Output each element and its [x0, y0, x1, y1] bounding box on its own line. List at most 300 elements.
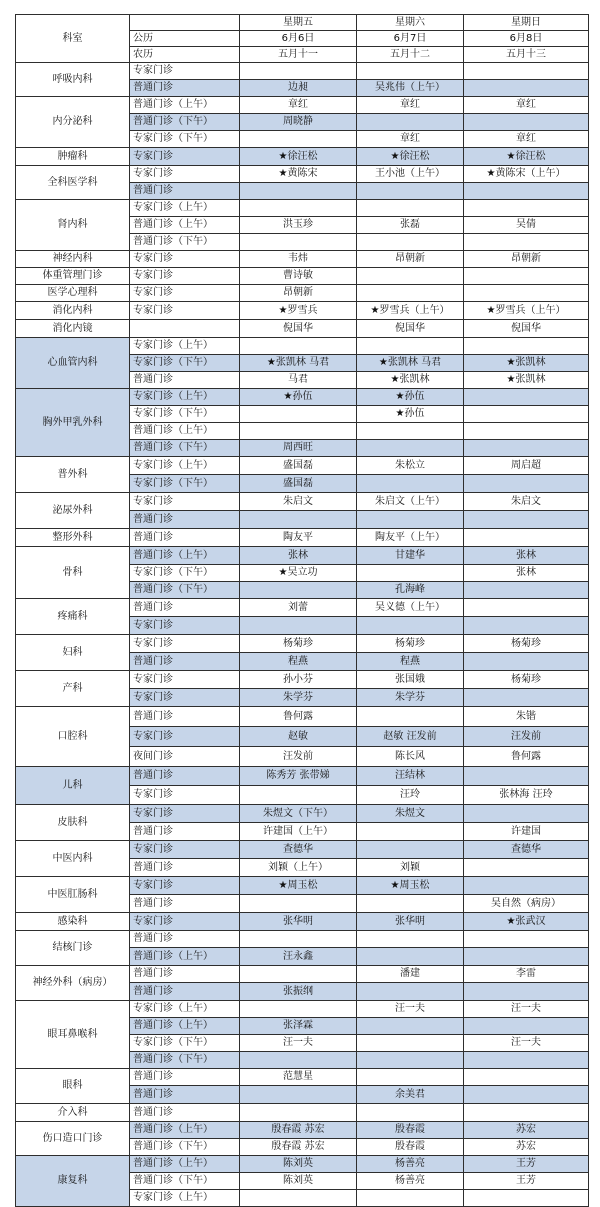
doctor-cell-sat — [357, 200, 464, 217]
clinic-type: 普通门诊 — [130, 599, 240, 617]
doctor-cell-sun: 朱锴 — [464, 707, 589, 727]
schedule-table — [15, 14, 589, 1207]
department-name: 泌尿外科 — [16, 493, 130, 529]
doctor-cell-sun — [464, 63, 589, 80]
clinic-type: 普通门诊 — [130, 183, 240, 200]
doctor-cell-sun — [464, 268, 589, 285]
doctor-cell-fri: ★罗雪兵 — [240, 302, 357, 320]
doctor-cell-sun: 昂朝新 — [464, 251, 589, 268]
doctor-cell-sun — [464, 1190, 589, 1207]
solar-date-sat: 6月7日 — [357, 31, 464, 47]
clinic-type: 专家门诊（上午） — [130, 1001, 240, 1018]
department-name: 骨科 — [16, 547, 130, 599]
lunar-label: 农历 — [130, 47, 240, 63]
doctor-cell-sat — [357, 1018, 464, 1035]
clinic-type: 夜间门诊 — [130, 747, 240, 767]
doctor-cell-sat — [357, 1104, 464, 1122]
doctor-cell-sun — [464, 200, 589, 217]
schedule-row — [16, 320, 589, 338]
schedule-row — [16, 841, 589, 859]
clinic-type: 普通门诊（上午） — [130, 948, 240, 966]
schedule-row — [16, 268, 589, 285]
clinic-type: 普通门诊（上午） — [130, 1122, 240, 1139]
clinic-type: 专家门诊（上午） — [130, 457, 240, 475]
schedule-row — [16, 767, 589, 786]
doctor-cell-sun — [464, 475, 589, 493]
department-name: 感染科 — [16, 913, 130, 931]
doctor-cell-fri — [240, 1001, 357, 1018]
clinic-type: 普通门诊（下午） — [130, 1139, 240, 1156]
schedule-row — [16, 493, 589, 511]
doctor-cell-fri — [240, 200, 357, 217]
doctor-cell-sun — [464, 859, 589, 877]
schedule-row — [16, 302, 589, 320]
doctor-cell-fri: 鲁何露 — [240, 707, 357, 727]
department-name: 疼痛科 — [16, 599, 130, 635]
doctor-cell-sun: 章红 — [464, 97, 589, 114]
doctor-cell-fri: 杨菊珍 — [240, 635, 357, 653]
doctor-cell-fri — [240, 423, 357, 440]
schedule-row — [16, 63, 589, 80]
doctor-cell-sun: 张林海 汪玲 — [464, 786, 589, 805]
doctor-cell-fri: 盛国磊 — [240, 457, 357, 475]
department-name: 整形外科 — [16, 529, 130, 547]
doctor-cell-sun: ★罗雪兵（上午） — [464, 302, 589, 320]
doctor-cell-fri: ★吴立功 — [240, 565, 357, 582]
doctor-cell-sun — [464, 1052, 589, 1069]
clinic-type: 普通门诊 — [130, 511, 240, 529]
doctor-cell-sat: 张磊 — [357, 217, 464, 234]
doctor-cell-sat — [357, 285, 464, 302]
doctor-cell-sat: ★张凯林 — [357, 372, 464, 389]
doctor-cell-fri — [240, 1190, 357, 1207]
doctor-cell-sun — [464, 406, 589, 423]
clinic-type: 专家门诊（下午） — [130, 131, 240, 148]
lunar-date-sun: 五月十三 — [464, 47, 589, 63]
doctor-cell-fri: 曹诗敏 — [240, 268, 357, 285]
doctor-cell-sun: ★黄陈宋（上午） — [464, 166, 589, 183]
clinic-type: 普通门诊（上午） — [130, 547, 240, 565]
schedule-body — [16, 15, 589, 1207]
clinic-type: 普通门诊 — [130, 1086, 240, 1104]
doctor-cell-sat: 殷春霞 — [357, 1122, 464, 1139]
department-name: 心血管内科 — [16, 338, 130, 389]
doctor-cell-sat — [357, 617, 464, 635]
doctor-cell-sat: 汪玲 — [357, 786, 464, 805]
doctor-cell-sat: ★孙伍 — [357, 406, 464, 423]
doctor-cell-sun — [464, 389, 589, 406]
doctor-cell-sat: 汪一夫 — [357, 1001, 464, 1018]
doctor-cell-sat — [357, 841, 464, 859]
doctor-cell-sat — [357, 423, 464, 440]
doctor-cell-fri: 陈刘英 — [240, 1156, 357, 1173]
doctor-cell-sun: 鲁何露 — [464, 747, 589, 767]
doctor-cell-fri: ★周玉松 — [240, 877, 357, 895]
clinic-type: 普通门诊 — [130, 80, 240, 97]
clinic-type — [130, 320, 240, 338]
doctor-cell-sun: 章红 — [464, 131, 589, 148]
doctor-cell-sat: 昂朝新 — [357, 251, 464, 268]
clinic-type: 专家门诊（下午） — [130, 475, 240, 493]
doctor-cell-fri — [240, 1086, 357, 1104]
department-name: 口腔科 — [16, 707, 130, 767]
schedule-row — [16, 251, 589, 268]
header-row-weekday — [16, 15, 589, 31]
doctor-cell-sat: 程燕 — [357, 653, 464, 671]
doctor-cell-sat: 朱松立 — [357, 457, 464, 475]
doctor-cell-sun — [464, 617, 589, 635]
doctor-cell-fri: 张泽霖 — [240, 1018, 357, 1035]
department-name: 神经外科（病房） — [16, 966, 130, 1001]
doctor-cell-sat — [357, 440, 464, 457]
doctor-cell-sat: 吴义德（上午） — [357, 599, 464, 617]
clinic-type: 普通门诊 — [130, 895, 240, 913]
doctor-cell-fri: 倪国华 — [240, 320, 357, 338]
clinic-type: 专家门诊 — [130, 166, 240, 183]
doctor-cell-sun: 汪发前 — [464, 727, 589, 747]
clinic-type: 普通门诊（上午） — [130, 97, 240, 114]
doctor-cell-sat — [357, 114, 464, 131]
department-name: 消化内科 — [16, 302, 130, 320]
department-name: 胸外甲乳外科 — [16, 389, 130, 457]
doctor-cell-fri: 章红 — [240, 97, 357, 114]
doctor-cell-sat — [357, 511, 464, 529]
doctor-cell-fri: ★张凯林 马君 — [240, 355, 357, 372]
doctor-cell-sun — [464, 767, 589, 786]
doctor-cell-fri — [240, 1052, 357, 1069]
clinic-type: 普通门诊（上午） — [130, 1018, 240, 1035]
doctor-cell-sun: 杨菊珍 — [464, 671, 589, 689]
doctor-cell-fri: 汪发前 — [240, 747, 357, 767]
doctor-cell-sun: 杨菊珍 — [464, 635, 589, 653]
doctor-cell-fri: 洪玉珍 — [240, 217, 357, 234]
clinic-type: 普通门诊（上午） — [130, 423, 240, 440]
schedule-row — [16, 877, 589, 895]
doctor-cell-sun: 张林 — [464, 565, 589, 582]
doctor-cell-fri — [240, 966, 357, 983]
doctor-cell-sun: 李雷 — [464, 966, 589, 983]
doctor-cell-sun — [464, 931, 589, 948]
clinic-type: 普通门诊 — [130, 767, 240, 786]
doctor-cell-fri: 张林 — [240, 547, 357, 565]
doctor-cell-sun — [464, 1086, 589, 1104]
schedule-row — [16, 635, 589, 653]
clinic-type: 专家门诊 — [130, 671, 240, 689]
clinic-type: 普通门诊（下午） — [130, 1173, 240, 1190]
department-name: 消化内镜 — [16, 320, 130, 338]
schedule-row — [16, 547, 589, 565]
doctor-cell-fri: 韦炜 — [240, 251, 357, 268]
department-name: 内分泌科 — [16, 97, 130, 148]
doctor-cell-sat — [357, 234, 464, 251]
doctor-cell-sun: 苏宏 — [464, 1139, 589, 1156]
doctor-cell-sun: 汪一夫 — [464, 1035, 589, 1052]
doctor-cell-sun: 张林 — [464, 547, 589, 565]
clinic-type: 普通门诊 — [130, 529, 240, 547]
doctor-cell-sat: 杨善亮 — [357, 1156, 464, 1173]
dept-column-header: 科室 — [16, 15, 130, 63]
department-name: 中医内科 — [16, 841, 130, 877]
doctor-cell-fri: 周晓静 — [240, 114, 357, 131]
department-name: 体重管理门诊 — [16, 268, 130, 285]
schedule-row — [16, 707, 589, 727]
schedule-row — [16, 457, 589, 475]
clinic-type: 专家门诊（上午） — [130, 389, 240, 406]
doctor-cell-sun: 倪国华 — [464, 320, 589, 338]
doctor-cell-sat — [357, 1069, 464, 1086]
doctor-cell-fri — [240, 786, 357, 805]
department-name: 眼科 — [16, 1069, 130, 1104]
schedule-row — [16, 913, 589, 931]
doctor-cell-fri: ★徐汪松 — [240, 148, 357, 166]
doctor-cell-sat — [357, 63, 464, 80]
doctor-cell-sat — [357, 183, 464, 200]
clinic-type: 专家门诊 — [130, 805, 240, 823]
doctor-cell-sun — [464, 529, 589, 547]
department-name: 儿科 — [16, 767, 130, 805]
clinic-type: 普通门诊（下午） — [130, 440, 240, 457]
doctor-cell-fri — [240, 131, 357, 148]
doctor-cell-sat: 孔海峰 — [357, 582, 464, 599]
doctor-cell-sun: 苏宏 — [464, 1122, 589, 1139]
doctor-cell-sat — [357, 983, 464, 1001]
doctor-cell-fri: 陶友平 — [240, 529, 357, 547]
schedule-row — [16, 1001, 589, 1018]
clinic-type: 普通门诊 — [130, 931, 240, 948]
weekday-sat: 星期六 — [357, 15, 464, 31]
clinic-type: 普通门诊 — [130, 707, 240, 727]
doctor-cell-sun — [464, 511, 589, 529]
doctor-cell-sun: 吴自然（病房） — [464, 895, 589, 913]
doctor-cell-sat — [357, 823, 464, 841]
schedule-row — [16, 1122, 589, 1139]
doctor-cell-fri: ★孙伍 — [240, 389, 357, 406]
doctor-cell-sun — [464, 440, 589, 457]
doctor-cell-sat — [357, 931, 464, 948]
doctor-cell-sun: 查德华 — [464, 841, 589, 859]
clinic-type: 普通门诊（下午） — [130, 582, 240, 599]
department-name: 妇科 — [16, 635, 130, 671]
doctor-cell-sat — [357, 338, 464, 355]
doctor-cell-sun — [464, 80, 589, 97]
clinic-type: 专家门诊（上午） — [130, 338, 240, 355]
doctor-cell-fri: 赵敏 — [240, 727, 357, 747]
doctor-cell-sun — [464, 948, 589, 966]
doctor-cell-sat — [357, 895, 464, 913]
doctor-cell-fri: 张华明 — [240, 913, 357, 931]
lunar-date-sat: 五月十二 — [357, 47, 464, 63]
schedule-row — [16, 1069, 589, 1086]
doctor-cell-sun: 汪一夫 — [464, 1001, 589, 1018]
doctor-cell-fri: 范慧星 — [240, 1069, 357, 1086]
clinic-type: 普通门诊（下午） — [130, 234, 240, 251]
schedule-row — [16, 529, 589, 547]
doctor-cell-sat: 甘建华 — [357, 547, 464, 565]
doctor-cell-sat: 王小池（上午） — [357, 166, 464, 183]
schedule-row — [16, 599, 589, 617]
doctor-cell-sun — [464, 234, 589, 251]
doctor-cell-sat: ★张凯林 马君 — [357, 355, 464, 372]
doctor-cell-sat — [357, 1052, 464, 1069]
doctor-cell-sat: 杨菊珍 — [357, 635, 464, 653]
doctor-cell-fri — [240, 931, 357, 948]
department-name: 中医肛肠科 — [16, 877, 130, 913]
clinic-type: 普通门诊（上午） — [130, 217, 240, 234]
clinic-type: 普通门诊 — [130, 1104, 240, 1122]
doctor-cell-fri: 盛国磊 — [240, 475, 357, 493]
doctor-cell-sun: ★张凯林 — [464, 372, 589, 389]
clinic-type: 普通门诊 — [130, 653, 240, 671]
doctor-cell-sat: 朱启文（上午） — [357, 493, 464, 511]
clinic-type: 专家门诊 — [130, 913, 240, 931]
department-name: 肾内科 — [16, 200, 130, 251]
doctor-cell-fri: 程燕 — [240, 653, 357, 671]
clinic-type: 专家门诊 — [130, 635, 240, 653]
doctor-cell-fri: 刘蕾 — [240, 599, 357, 617]
doctor-cell-fri — [240, 1104, 357, 1122]
clinic-type: 专家门诊 — [130, 63, 240, 80]
schedule-row — [16, 148, 589, 166]
schedule-row — [16, 805, 589, 823]
clinic-type: 专家门诊（上午） — [130, 1190, 240, 1207]
header-blank — [130, 15, 240, 31]
doctor-cell-sun — [464, 582, 589, 599]
clinic-type: 普通门诊 — [130, 983, 240, 1001]
weekday-fri: 星期五 — [240, 15, 357, 31]
clinic-type: 专家门诊 — [130, 727, 240, 747]
department-name: 伤口造口门诊 — [16, 1122, 130, 1156]
department-name: 肿瘤科 — [16, 148, 130, 166]
doctor-cell-sun — [464, 689, 589, 707]
doctor-cell-sun — [464, 877, 589, 895]
doctor-cell-fri: 殷春霞 苏宏 — [240, 1139, 357, 1156]
doctor-cell-sun — [464, 653, 589, 671]
clinic-type: 专家门诊（下午） — [130, 406, 240, 423]
clinic-type: 专家门诊（下午） — [130, 565, 240, 582]
schedule-row — [16, 338, 589, 355]
doctor-cell-sat: 吴兆伟（上午） — [357, 80, 464, 97]
doctor-cell-sat: 陶友平（上午） — [357, 529, 464, 547]
schedule-row — [16, 1156, 589, 1173]
doctor-cell-sun: ★徐汪松 — [464, 148, 589, 166]
clinic-type: 专家门诊 — [130, 493, 240, 511]
doctor-cell-sat — [357, 948, 464, 966]
doctor-cell-sun — [464, 1104, 589, 1122]
doctor-cell-sat: ★罗雪兵（上午） — [357, 302, 464, 320]
doctor-cell-fri — [240, 582, 357, 599]
clinic-type: 专家门诊 — [130, 786, 240, 805]
doctor-cell-sat: 陈长风 — [357, 747, 464, 767]
schedule-row — [16, 1104, 589, 1122]
doctor-cell-sat: 张华明 — [357, 913, 464, 931]
department-name: 普外科 — [16, 457, 130, 493]
doctor-cell-fri: 陈刘英 — [240, 1173, 357, 1190]
schedule-row — [16, 200, 589, 217]
doctor-cell-sun: 王芳 — [464, 1156, 589, 1173]
doctor-cell-sat — [357, 1035, 464, 1052]
doctor-cell-sun: 许建国 — [464, 823, 589, 841]
department-name: 医学心理科 — [16, 285, 130, 302]
clinic-type: 专家门诊 — [130, 148, 240, 166]
clinic-type: 专家门诊 — [130, 877, 240, 895]
clinic-type: 普通门诊 — [130, 372, 240, 389]
clinic-type: 普通门诊 — [130, 966, 240, 983]
clinic-type: 专家门诊 — [130, 285, 240, 302]
doctor-cell-fri: 殷春霞 苏宏 — [240, 1122, 357, 1139]
department-name: 结核门诊 — [16, 931, 130, 966]
clinic-type: 专家门诊（下午） — [130, 355, 240, 372]
department-name: 眼耳鼻喉科 — [16, 1001, 130, 1069]
clinic-type: 专家门诊 — [130, 251, 240, 268]
doctor-cell-fri: 周西旺 — [240, 440, 357, 457]
schedule-row — [16, 966, 589, 983]
doctor-cell-sat: 朱煜文 — [357, 805, 464, 823]
clinic-type: 专家门诊 — [130, 302, 240, 320]
doctor-cell-fri: 汪一夫 — [240, 1035, 357, 1052]
solar-date-sun: 6月8日 — [464, 31, 589, 47]
clinic-type: 普通门诊（下午） — [130, 114, 240, 131]
doctor-cell-sat — [357, 565, 464, 582]
schedule-row — [16, 389, 589, 406]
clinic-type: 普通门诊（下午） — [130, 1052, 240, 1069]
department-name: 呼吸内科 — [16, 63, 130, 97]
schedule-row — [16, 671, 589, 689]
doctor-cell-sat — [357, 1190, 464, 1207]
doctor-cell-sat: 倪国华 — [357, 320, 464, 338]
doctor-cell-fri: 马君 — [240, 372, 357, 389]
doctor-cell-fri — [240, 895, 357, 913]
clinic-type: 普通门诊 — [130, 1069, 240, 1086]
clinic-type: 专家门诊 — [130, 689, 240, 707]
doctor-cell-fri: ★黄陈宋 — [240, 166, 357, 183]
clinic-type: 专家门诊（下午） — [130, 1035, 240, 1052]
clinic-type: 普通门诊 — [130, 859, 240, 877]
doctor-cell-fri: 陈秀芳 张带娣 — [240, 767, 357, 786]
department-name: 全科医学科 — [16, 166, 130, 200]
doctor-cell-sun: ★张武汉 — [464, 913, 589, 931]
doctor-cell-sun — [464, 114, 589, 131]
doctor-cell-fri: 昂朝新 — [240, 285, 357, 302]
clinic-type: 专家门诊 — [130, 268, 240, 285]
doctor-cell-fri — [240, 234, 357, 251]
solar-label: 公历 — [130, 31, 240, 47]
doctor-cell-fri: 许建国（上午） — [240, 823, 357, 841]
doctor-cell-fri: 边昶 — [240, 80, 357, 97]
department-name: 神经内科 — [16, 251, 130, 268]
doctor-cell-fri — [240, 511, 357, 529]
doctor-cell-sat: 潘建 — [357, 966, 464, 983]
doctor-cell-fri: 朱学芬 — [240, 689, 357, 707]
doctor-cell-fri: 查德华 — [240, 841, 357, 859]
doctor-cell-fri: 刘颖（上午） — [240, 859, 357, 877]
schedule-row — [16, 285, 589, 302]
doctor-cell-sat: ★周玉松 — [357, 877, 464, 895]
clinic-type: 专家门诊 — [130, 617, 240, 635]
doctor-cell-sun — [464, 338, 589, 355]
clinic-type: 专家门诊（上午） — [130, 200, 240, 217]
schedule-row — [16, 931, 589, 948]
schedule-row — [16, 166, 589, 183]
doctor-cell-fri — [240, 617, 357, 635]
doctor-cell-fri: 朱煜文（下午） — [240, 805, 357, 823]
doctor-cell-sun — [464, 1018, 589, 1035]
clinic-type: 专家门诊 — [130, 841, 240, 859]
doctor-cell-sat: 汪结林 — [357, 767, 464, 786]
doctor-cell-sat — [357, 707, 464, 727]
doctor-cell-fri — [240, 406, 357, 423]
doctor-cell-sat: 章红 — [357, 97, 464, 114]
doctor-cell-sun — [464, 285, 589, 302]
